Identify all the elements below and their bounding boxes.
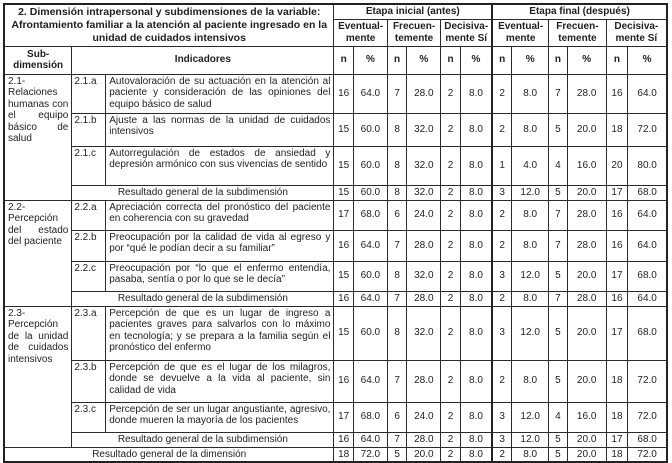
col-header-pct: % xyxy=(512,46,549,74)
subtotal-value-cell: 12.0 xyxy=(512,185,549,200)
grand-total-value-cell: 8.0 xyxy=(460,447,492,462)
value-cell: 16 xyxy=(334,360,354,402)
col-header-n: n xyxy=(441,46,461,74)
subtotal-value-cell: 3 xyxy=(492,185,512,200)
value-cell: 32.0 xyxy=(407,261,441,291)
indicator-code-cell: 2.3.c xyxy=(72,402,106,432)
subtotal-value-cell: 8.0 xyxy=(460,432,492,447)
value-cell: 8.0 xyxy=(512,360,549,402)
value-cell: 7 xyxy=(387,74,407,113)
col-header-indicators: Indicadores xyxy=(72,46,334,74)
value-cell: 80.0 xyxy=(628,146,667,185)
subtotal-value-cell: 60.0 xyxy=(353,185,387,200)
table-row xyxy=(4,46,667,74)
value-cell: 4 xyxy=(549,146,567,185)
table-row xyxy=(4,291,667,306)
value-cell: 2 xyxy=(441,402,461,432)
col-header-n: n xyxy=(606,46,628,74)
grand-total-value-cell: 72.0 xyxy=(628,447,667,462)
subdimension-cell: 2.1- Relaciones humanas con el equipo básico de salud xyxy=(4,74,72,200)
grand-total-value-cell: 5 xyxy=(387,447,407,462)
grand-total-value-cell: 5 xyxy=(549,447,567,462)
value-cell: 2 xyxy=(492,230,512,261)
col-header-pct: % xyxy=(353,46,387,74)
value-cell: 8.0 xyxy=(460,230,492,261)
col-header-pct: % xyxy=(407,46,441,74)
grand-total-label-cell: Resultado general de la dimensión xyxy=(4,447,334,462)
value-cell: 16 xyxy=(334,230,354,261)
value-cell: 64.0 xyxy=(628,230,667,261)
value-cell: 16 xyxy=(334,74,354,113)
col-header-frecuentemente-final: Frecuen-temente xyxy=(549,19,607,46)
value-cell: 8 xyxy=(387,261,407,291)
indicator-code-cell: 2.3.b xyxy=(72,360,106,402)
col-header-n: n xyxy=(549,46,567,74)
value-cell: 7 xyxy=(387,230,407,261)
value-cell: 5 xyxy=(549,113,567,146)
indicator-text-cell: Percepción de que es un lugar de ingreso a pacientes graves para salvarlos con lo máximo en tecnología; y se prepara a la familia según el pronóstico del enfermo xyxy=(106,306,334,360)
subtotal-value-cell: 68.0 xyxy=(628,432,667,447)
value-cell: 4 xyxy=(549,402,567,432)
col-header-frecuentemente-initial: Frecuen-temente xyxy=(387,19,440,46)
grand-total-value-cell: 20.0 xyxy=(407,447,441,462)
value-cell: 18 xyxy=(606,113,628,146)
indicator-code-cell: 2.1.b xyxy=(72,113,106,146)
value-cell: 2 xyxy=(441,74,461,113)
subtotal-value-cell: 20.0 xyxy=(567,432,606,447)
subtotal-value-cell: 8.0 xyxy=(460,291,492,306)
grand-total-value-cell: 20.0 xyxy=(567,447,606,462)
value-cell: 32.0 xyxy=(407,113,441,146)
value-cell: 20.0 xyxy=(567,360,606,402)
subtotal-value-cell: 8 xyxy=(387,185,407,200)
table-row xyxy=(4,261,667,291)
value-cell: 20.0 xyxy=(567,261,606,291)
value-cell: 8.0 xyxy=(460,261,492,291)
grand-total-value-cell: 2 xyxy=(492,447,512,462)
value-cell: 28.0 xyxy=(407,360,441,402)
value-cell: 64.0 xyxy=(628,74,667,113)
value-cell: 72.0 xyxy=(628,402,667,432)
value-cell: 6 xyxy=(387,402,407,432)
col-header-stage-initial: Etapa inicial (antes) xyxy=(334,4,492,19)
subtotal-value-cell: 2 xyxy=(441,291,461,306)
col-header-pct: % xyxy=(567,46,606,74)
value-cell: 2 xyxy=(441,261,461,291)
value-cell: 64.0 xyxy=(353,360,387,402)
grand-total-value-cell: 2 xyxy=(441,447,461,462)
table-row xyxy=(4,4,667,19)
value-cell: 5 xyxy=(549,306,567,360)
value-cell: 7 xyxy=(387,360,407,402)
value-cell: 24.0 xyxy=(407,200,441,230)
value-cell: 28.0 xyxy=(407,74,441,113)
grand-total-value-cell: 72.0 xyxy=(353,447,387,462)
value-cell: 28.0 xyxy=(407,230,441,261)
value-cell: 60.0 xyxy=(353,146,387,185)
subtotal-value-cell: 5 xyxy=(549,185,567,200)
subtotal-value-cell: 28.0 xyxy=(407,291,441,306)
value-cell: 6 xyxy=(387,200,407,230)
value-cell: 17 xyxy=(606,261,628,291)
indicator-text-cell: Percepción de que es el lugar de los milagros, donde se devuelve a la vida al paciente, sin calidad de vida xyxy=(106,360,334,402)
value-cell: 12.0 xyxy=(512,402,549,432)
value-cell: 15 xyxy=(334,113,354,146)
subtotal-value-cell: 32.0 xyxy=(407,185,441,200)
value-cell: 28.0 xyxy=(567,230,606,261)
indicator-code-cell: 2.2.b xyxy=(72,230,106,261)
subtotal-value-cell: 2 xyxy=(441,432,461,447)
subtotal-value-cell: 64.0 xyxy=(353,432,387,447)
indicator-text-cell: Percepción de ser un lugar angustiante, agresivo, donde mueren la mayoría de los pacientes xyxy=(106,402,334,432)
table-row xyxy=(4,74,667,113)
value-cell: 8.0 xyxy=(460,74,492,113)
value-cell: 72.0 xyxy=(628,113,667,146)
col-header-n: n xyxy=(334,46,354,74)
subtotal-value-cell: 16 xyxy=(334,432,354,447)
table-row xyxy=(4,230,667,261)
value-cell: 72.0 xyxy=(628,360,667,402)
col-header-stage-final: Etapa final (después) xyxy=(492,4,667,19)
subdimension-cell: 2.2- Percepción del estado del paciente xyxy=(4,200,72,306)
subtotal-value-cell: 64.0 xyxy=(628,291,667,306)
value-cell: 8.0 xyxy=(460,146,492,185)
value-cell: 3 xyxy=(492,306,512,360)
value-cell: 8.0 xyxy=(460,113,492,146)
table-title: 2. Dimensión intrapersonal y subdimensiones de la variable: Afrontamiento familiar a la atención al paciente ingresado en la unidad de cuidados intensivos xyxy=(4,4,334,46)
value-cell: 8.0 xyxy=(512,74,549,113)
grand-total-value-cell: 18 xyxy=(606,447,628,462)
grand-total-value-cell: 18 xyxy=(334,447,354,462)
value-cell: 12.0 xyxy=(512,261,549,291)
subtotal-value-cell: 28.0 xyxy=(407,432,441,447)
value-cell: 2 xyxy=(441,360,461,402)
value-cell: 1 xyxy=(492,146,512,185)
value-cell: 8 xyxy=(387,146,407,185)
table-row xyxy=(4,447,667,462)
value-cell: 2 xyxy=(441,200,461,230)
value-cell: 2 xyxy=(492,360,512,402)
subtotal-value-cell: 2 xyxy=(492,291,512,306)
value-cell: 60.0 xyxy=(353,306,387,360)
value-cell: 2 xyxy=(441,113,461,146)
value-cell: 64.0 xyxy=(353,230,387,261)
indicator-code-cell: 2.2.a xyxy=(72,200,106,230)
indicator-code-cell: 2.1.a xyxy=(72,74,106,113)
col-header-decisivamente-initial: Decisiva-mente Sí xyxy=(441,19,492,46)
value-cell: 2 xyxy=(492,74,512,113)
subtotal-value-cell: 7 xyxy=(549,291,567,306)
value-cell: 28.0 xyxy=(567,74,606,113)
value-cell: 2 xyxy=(441,230,461,261)
value-cell: 3 xyxy=(492,402,512,432)
subtotal-value-cell: 7 xyxy=(387,291,407,306)
value-cell: 68.0 xyxy=(353,200,387,230)
subdimension-cell: 2.3- Percepción de la unidad de cuidados intensivos xyxy=(4,306,72,447)
subtotal-label-cell: Resultado general de la subdimensión xyxy=(72,185,334,200)
col-header-decisivamente-final: Decisiva-mente Sí xyxy=(606,19,667,46)
indicator-code-cell: 2.2.c xyxy=(72,261,106,291)
indicator-text-cell: Autorregulación de estados de ansiedad y depresión armónico con sus vivencias de sentido xyxy=(106,146,334,185)
subtotal-value-cell: 64.0 xyxy=(353,291,387,306)
value-cell: 15 xyxy=(334,306,354,360)
subtotal-value-cell: 7 xyxy=(387,432,407,447)
col-header-pct: % xyxy=(460,46,492,74)
subtotal-value-cell: 8.0 xyxy=(512,291,549,306)
value-cell: 32.0 xyxy=(407,306,441,360)
value-cell: 15 xyxy=(334,261,354,291)
table-row xyxy=(4,200,667,230)
value-cell: 24.0 xyxy=(407,402,441,432)
value-cell: 68.0 xyxy=(353,402,387,432)
value-cell: 17 xyxy=(334,402,354,432)
value-cell: 2 xyxy=(492,113,512,146)
col-header-subdimension: Sub-dimensión xyxy=(4,46,72,74)
value-cell: 16 xyxy=(606,200,628,230)
subtotal-label-cell: Resultado general de la subdimensión xyxy=(72,432,334,447)
subtotal-value-cell: 68.0 xyxy=(628,185,667,200)
subtotal-value-cell: 15 xyxy=(334,185,354,200)
table-row xyxy=(4,306,667,360)
subtotal-label-cell: Resultado general de la subdimensión xyxy=(72,291,334,306)
value-cell: 5 xyxy=(549,360,567,402)
subtotal-value-cell: 17 xyxy=(606,432,628,447)
value-cell: 8.0 xyxy=(460,306,492,360)
subtotal-value-cell: 5 xyxy=(549,432,567,447)
value-cell: 16 xyxy=(606,230,628,261)
value-cell: 20.0 xyxy=(567,113,606,146)
indicator-text-cell: Autovaloración de su actuación en la atención al paciente y consideración de las opiniones del equipo básico de salud xyxy=(106,74,334,113)
value-cell: 8.0 xyxy=(512,200,549,230)
col-header-n: n xyxy=(387,46,407,74)
indicator-code-cell: 2.1.c xyxy=(72,146,106,185)
value-cell: 60.0 xyxy=(353,113,387,146)
value-cell: 16.0 xyxy=(567,402,606,432)
value-cell: 68.0 xyxy=(628,261,667,291)
value-cell: 8.0 xyxy=(460,402,492,432)
subtotal-value-cell: 16 xyxy=(334,291,354,306)
value-cell: 7 xyxy=(549,74,567,113)
value-cell: 17 xyxy=(606,306,628,360)
value-cell: 8 xyxy=(387,306,407,360)
value-cell: 16 xyxy=(606,74,628,113)
table-row xyxy=(4,146,667,185)
table-row xyxy=(4,113,667,146)
subtotal-value-cell: 3 xyxy=(492,432,512,447)
table-row xyxy=(4,185,667,200)
indicator-text-cell: Preocupación por “lo que el enfermo entendía, pasaba, sentía o por lo que se le decía” xyxy=(106,261,334,291)
value-cell: 4.0 xyxy=(512,146,549,185)
value-cell: 2 xyxy=(441,146,461,185)
table-row xyxy=(4,432,667,447)
value-cell: 64.0 xyxy=(353,74,387,113)
value-cell: 8 xyxy=(387,113,407,146)
value-cell: 20 xyxy=(606,146,628,185)
subtotal-value-cell: 16 xyxy=(606,291,628,306)
value-cell: 12.0 xyxy=(512,306,549,360)
value-cell: 18 xyxy=(606,402,628,432)
value-cell: 8.0 xyxy=(460,200,492,230)
value-cell: 5 xyxy=(549,261,567,291)
value-cell: 7 xyxy=(549,230,567,261)
value-cell: 3 xyxy=(492,261,512,291)
indicator-text-cell: Ajuste a las normas de la unidad de cuidados intensivos xyxy=(106,113,334,146)
value-cell: 64.0 xyxy=(628,200,667,230)
value-cell: 68.0 xyxy=(628,306,667,360)
value-cell: 16.0 xyxy=(567,146,606,185)
value-cell: 60.0 xyxy=(353,261,387,291)
value-cell: 32.0 xyxy=(407,146,441,185)
subtotal-value-cell: 2 xyxy=(441,185,461,200)
subtotal-value-cell: 20.0 xyxy=(567,185,606,200)
indicator-text-cell: Preocupación por la calidad de vida al egreso y por “qué le podían decir a su familiar” xyxy=(106,230,334,261)
value-cell: 7 xyxy=(549,200,567,230)
col-header-eventualmente-final: Eventual-mente xyxy=(492,19,549,46)
value-cell: 8.0 xyxy=(460,360,492,402)
col-header-pct: % xyxy=(628,46,667,74)
indicator-text-cell: Apreciación correcta del pronóstico del paciente en coherencia con su gravedad xyxy=(106,200,334,230)
value-cell: 20.0 xyxy=(567,306,606,360)
value-cell: 15 xyxy=(334,146,354,185)
subtotal-value-cell: 28.0 xyxy=(567,291,606,306)
value-cell: 8.0 xyxy=(512,113,549,146)
value-cell: 18 xyxy=(606,360,628,402)
dimension-table xyxy=(3,3,668,463)
value-cell: 2 xyxy=(441,306,461,360)
table-row xyxy=(4,402,667,432)
value-cell: 17 xyxy=(334,200,354,230)
subtotal-value-cell: 17 xyxy=(606,185,628,200)
value-cell: 2 xyxy=(492,200,512,230)
subtotal-value-cell: 12.0 xyxy=(512,432,549,447)
col-header-n: n xyxy=(492,46,512,74)
value-cell: 8.0 xyxy=(512,230,549,261)
grand-total-value-cell: 8.0 xyxy=(512,447,549,462)
subtotal-value-cell: 8.0 xyxy=(460,185,492,200)
table-row xyxy=(4,360,667,402)
value-cell: 28.0 xyxy=(567,200,606,230)
col-header-eventualmente-initial: Eventual-mente xyxy=(334,19,387,46)
indicator-code-cell: 2.3.a xyxy=(72,306,106,360)
